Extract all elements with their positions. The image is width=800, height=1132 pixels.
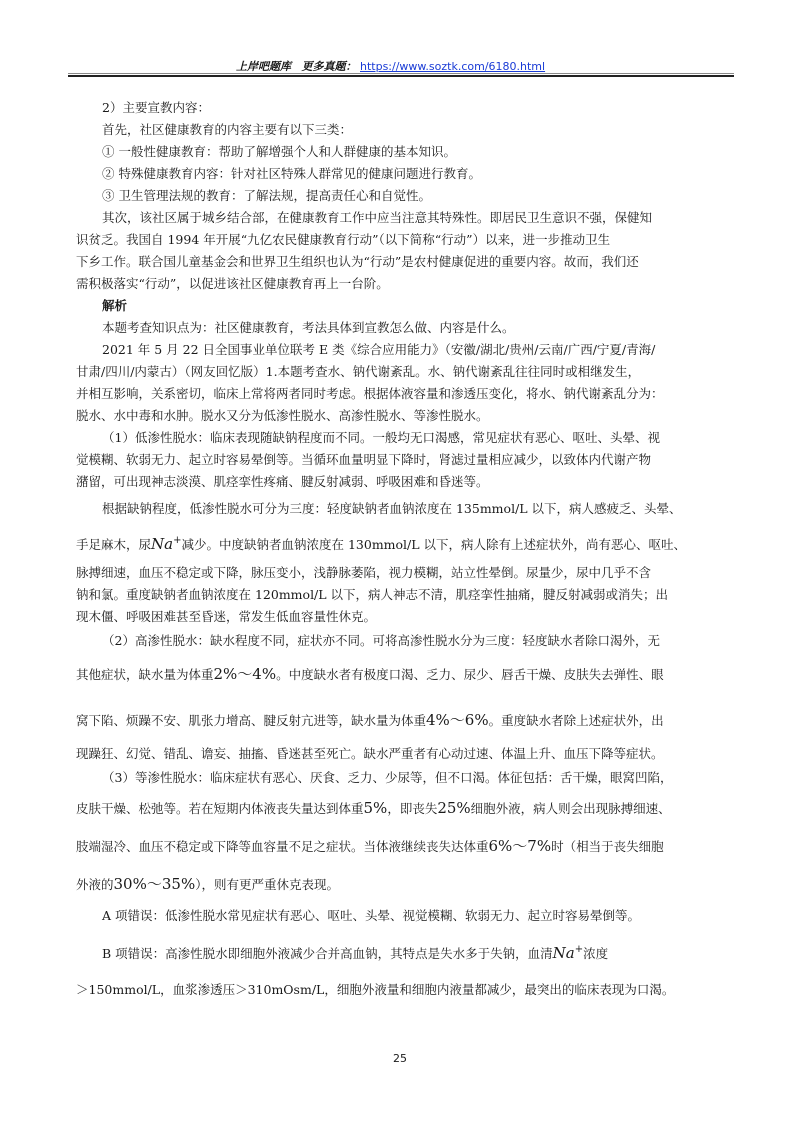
text-segment: 。重度缺水者除上述症状外，出 <box>488 713 664 728</box>
text-line: 识贫乏。我国自 1994 年开展“九亿农民健康教育行动”（以下简称“行动”）以来，进一步推动卫生 <box>76 232 611 247</box>
text-line: 脱水、水中毒和水肿。脱水又分为低渗性脱水、高渗性脱水、等渗性脱水。 <box>76 408 489 423</box>
text-line: （3）等渗性脱水：临床症状有恶心、厌食、乏力、少尿等，但不口渴。体征包括：舌干燥，眼窝凹陷， <box>102 770 673 785</box>
header-url-link[interactable]: https://www.soztk.com/6180.html <box>360 60 546 73</box>
text-segment: 浓度 <box>583 946 609 961</box>
text-segment: 外液的 <box>76 877 114 892</box>
text-line: 其次，该社区属于城乡结合部，在健康教育工作中应当注意其特殊性。即居民卫生意识不强，保健知 <box>102 210 653 225</box>
text-segment: 肢端湿冷、血压不稳定或下降等血容量不足之症状。当体液继续丧失达体重 <box>76 839 489 854</box>
text-line: 觉模糊、软弱无力、起立时容易晕倒等。当循环血量明显下降时，肾滤过量相应减少，以致体内代谢产物 <box>76 452 652 467</box>
text-line: 钠和氯。重度缺钠者血钠浓度在 120mmol/L 以下，病人神志不清，肌痉挛性抽痛，腱反射减弱或消失；出 <box>76 587 669 602</box>
formula-percent: 4%～6% <box>426 711 489 729</box>
text-line: ＞150mmol/L，血浆渗透压＞310mOsm/L，细胞外液量和细胞内液量都减少，最突出的临床表现为口渴。 <box>76 982 675 997</box>
text-line <box>76 666 664 683</box>
header-divider-bold <box>68 75 734 77</box>
text-segment: 皮肤干燥、松弛等。若在短期内体液丧失量达到体重 <box>76 801 364 816</box>
text-line: 首先，社区健康教育的内容主要有以下三类： <box>102 122 353 137</box>
text-segment: 手足麻木，尿 <box>76 537 152 552</box>
page-header <box>0 0 800 80</box>
header-brand: 上岸吧题库 <box>236 60 291 73</box>
formula-percent: 25% <box>437 799 471 817</box>
text-line: 潴留，可出现神志淡漠、肌痉挛性疼痛、腱反射减弱、呼吸困难和昏迷等。 <box>76 474 489 489</box>
header-more-label: 更多真题： <box>301 60 357 73</box>
formula-percent: 5% <box>363 799 388 817</box>
text-segment: 。中度缺水者有极度口渴、乏力、尿少、唇舌干燥、皮肤失去弹性、眼 <box>276 667 664 682</box>
text-line: ① 一般性健康教育：帮助了解增强个人和人群健康的基本知识。 <box>102 144 456 159</box>
text-line: ② 特殊健康教育内容：针对社区特殊人群常见的健康问题进行教育。 <box>102 166 481 181</box>
text-segment: 细胞外液，病人则会出现脉搏细速、 <box>470 801 671 816</box>
header-text <box>236 58 545 74</box>
text-line <box>76 876 339 893</box>
section-heading-analysis: 解析 <box>102 298 128 313</box>
text-line <box>76 800 671 817</box>
text-line: （1）低渗性脱水：临床表现随缺钠程度而不同。一般均无口渴感，常见症状有恶心、呕吐、头晕、视 <box>102 430 660 445</box>
formula-na-ion: Na+ <box>151 535 182 553</box>
text-line: （2）高渗性脱水：缺水程度不同，症状亦不同。可将高渗性脱水分为三度：轻度缺水者除口渴外，无 <box>102 633 660 648</box>
text-line: A 项错误：低渗性脱水常见症状有恶心、呕吐、头晕、视觉模糊、软弱无力、起立时容易晕倒等。 <box>102 908 641 923</box>
formula-percent: 30%～35% <box>113 875 196 893</box>
text-line <box>76 533 686 553</box>
text-line: 下乡工作。联合国儿童基金会和世界卫生组织也认为“行动”是农村健康促进的重要内容。故而，我们还 <box>76 254 639 269</box>
text-segment: ，即丧失 <box>387 801 438 816</box>
text-segment: 窝下陷、烦躁不安、肌张力增高、腱反射亢进等，缺水量为体重 <box>76 713 427 728</box>
formula-percent: 6%～7% <box>488 837 552 855</box>
text-segment: 其他症状，缺水量为体重 <box>76 667 214 682</box>
formula-percent: 2%～4% <box>213 665 277 683</box>
text-line <box>76 838 664 855</box>
text-line: 2）主要宣教内容： <box>102 100 210 115</box>
text-line <box>76 712 664 729</box>
text-line: 根据缺钠程度，低渗性脱水可分为三度：轻度缺钠者血钠浓度在 135mmol/L 以下，病人感疲乏、头晕、 <box>102 501 682 516</box>
text-segment: B 项错误：高渗性脱水即细胞外液减少合并高血钠，其特点是失水多于失钠，血清 <box>102 946 553 961</box>
text-segment: 减少。中度缺钠者血钠浓度在 130mmol/L 以下，病人除有上述症状外，尚有恶心、呕吐、 <box>181 537 687 552</box>
text-line: 2021 年 5 月 22 日全国事业单位联考 E 类《综合应用能力》（安徽/湖北/贵州/云南/广西/宁夏/青海/ <box>102 342 656 357</box>
text-segment: ），则有更严重休克表现。 <box>195 877 339 892</box>
text-line: ③ 卫生管理法规的教育：了解法规，提高责任心和自觉性。 <box>102 188 431 203</box>
text-line: 脉搏细速，血压不稳定或下降，脉压变小，浅静脉萎陷，视力模糊，站立性晕倒。尿量少，尿中几乎不含 <box>76 565 652 580</box>
text-segment: 时（相当于丧失细胞 <box>551 839 664 854</box>
text-line: 现躁狂、幻觉、错乱、谵妄、抽搐、昏迷甚至死亡。缺水严重者有心动过速、体温上升、血压下降等症状。 <box>76 746 664 761</box>
text-line: 现木僵、呼吸困难甚至昏迷，常发生低血容量性休克。 <box>76 609 377 624</box>
text-line: 甘肃/四川/内蒙古）（网友回忆版）1.本题考查水、钠代谢紊乱。水、钠代谢紊乱往往同时或相继发生， <box>76 364 641 379</box>
text-line: 本题考查知识点为：社区健康教育，考法具体到宣教怎么做、内容是什么。 <box>102 320 515 335</box>
header-divider-thin <box>68 73 734 74</box>
formula-na-ion: Na+ <box>552 944 584 962</box>
text-line: 需积极落实“行动”，以促进该社区健康教育再上一台阶。 <box>76 276 389 291</box>
page-number: 25 <box>393 1052 407 1065</box>
text-line: 并相互影响，关系密切，临床上常将两者同时考虑。根据体液容量和渗透压变化，将水、钠代谢紊乱分为： <box>76 386 664 401</box>
text-line <box>76 942 608 962</box>
